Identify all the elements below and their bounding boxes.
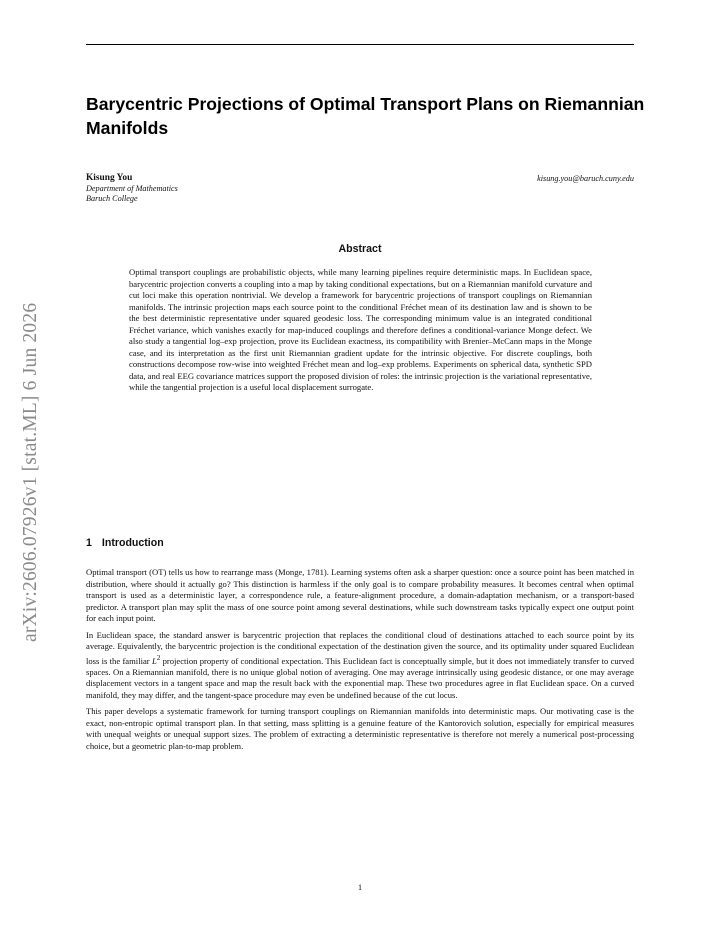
math-superscript: 2	[156, 653, 161, 662]
author-name: Kisung You	[86, 173, 133, 183]
intro-paragraph-2-text-a: In Euclidean space, the standard answer is barycentric projection that replaces the conditional cloud of destinations attached to each source point by its average. Equivalently, the barycentric projection is the conditional expectation of the destination given the source, and its optimality under squared Euclidean loss is the familiar	[86, 629, 634, 666]
author-email: kisung.you@baruch.cuny.edu	[537, 174, 634, 183]
intro-paragraph-2-text-b: projection property of conditional expectation. This Euclidean fact is conceptually simple, but it does not immediately transfer to curved spaces. On a Riemannian manifold, there is no unique global notion of averaging. One may average intrinsically using geodesic distance, or one may average displacement vectors in a tangent space and map the result back with the exponential map. These two procedures agree in flat Euclidean space. On a curved manifold, they may differ, and the tangent-space procedure may even be undefined because of the cut locus.	[86, 655, 634, 700]
abstract-heading: Abstract	[338, 243, 382, 255]
section-heading	[86, 537, 164, 549]
math-l: L	[151, 655, 157, 666]
author-department: Department of Mathematics	[86, 184, 178, 193]
intro-paragraph-2	[86, 630, 634, 702]
author-institution: Baruch College	[86, 194, 138, 203]
introduction-body	[86, 567, 634, 757]
arxiv-identifier-stamp: arXiv:2606.07926v1 [stat.ML] 6 Jun 2026	[20, 302, 41, 642]
intro-paragraph-3: This paper develops a systematic framework for turning transport couplings on Riemannian manifolds into deterministic maps. Our motivating case is the exact, non-entropic optimal transport plan. In that setting, mass splitting is a genuine feature of the Kantorovich solution, especially for empirical measures with unequal weights or unequal support sizes. The problem of extracting a deterministic representative is therefore not merely a numerical post-processing choice, but a geometric plan-to-map problem.	[86, 706, 634, 751]
author-block	[86, 173, 634, 204]
abstract-body: Optimal transport couplings are probabilistic objects, while many learning pipelines require deterministic maps. In Euclidean space, barycentric projection converts a coupling into a map by taking conditional expectations, but on a Riemannian manifold curvature and cut loci make this operation nontrivial. We develop a framework for barycentric projections of transport couplings on Riemannian manifolds. The intrinsic projection maps each source point to the conditional Fréchet mean of its destination law and is shown to be the best deterministic representative under squared geodesic loss. The corresponding minimum value is an integrated conditional Fréchet variance, which vanishes exactly for map-induced couplings and therefore defines a conditional-variance Monge defect. We also study a tangential log–exp projection, prove its Euclidean exactness, its compatibility with Brenier–McCann maps in the Monge case, and its interpretation as the first unit Riemannian gradient update for the intrinsic objective. For discrete couplings, both constructions decompose row-wise into weighted Fréchet mean and log–exp problems. Experiments on spherical data, synthetic SPD data, and real EEG covariance matrices support the proposed division of roles: the intrinsic projection is the variational representative, while the tangential projection is a useful local displacement surrogate.	[129, 267, 592, 392]
intro-paragraph-1: Optimal transport (OT) tells us how to rearrange mass (Monge, 1781). Learning systems often ask a sharper question: once a source point has been matched in distribution, where should it actually go? This distinction is harmless if the only goal is to compare probability measures. It becomes central when optimal transport is used as a deterministic layer, a correspondence rule, a feature-alignment procedure, a domain-adaptation mechanism, or a transport-based predictor. A transport plan may split the mass of one source point among several destinations, while such downstream tasks typically expect one output point for each input point.	[86, 567, 634, 623]
section-number: 1	[86, 537, 92, 549]
section-title: Introduction	[101, 537, 164, 549]
top-rule	[86, 44, 634, 45]
paper-title: Barycentric Projections of Optimal Transport Plans on Riemannian Manifolds	[86, 94, 645, 138]
page-number: 1	[357, 882, 363, 892]
